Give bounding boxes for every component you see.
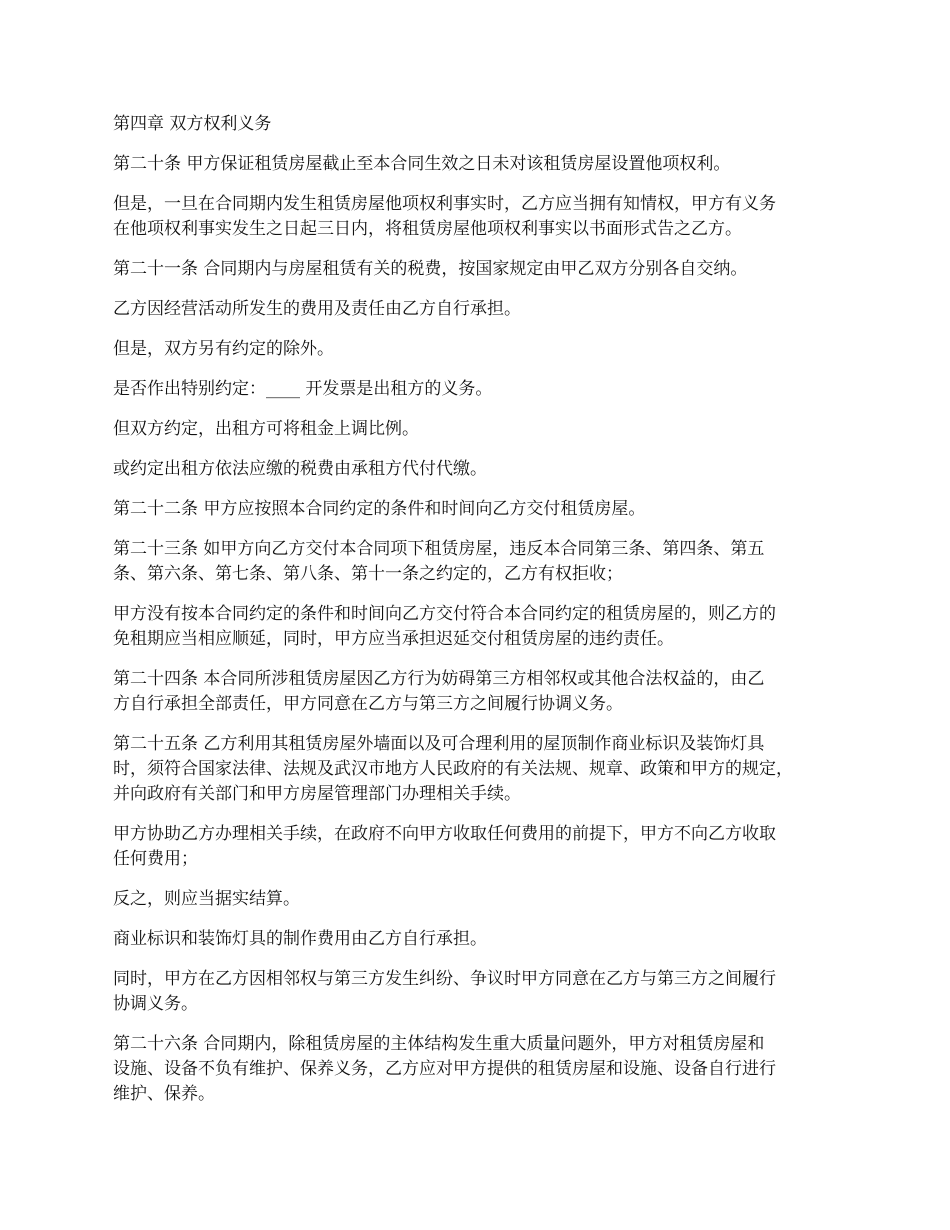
clause-paragraph: 或约定出租方依法应缴的税费由承租方代付代缴。 <box>113 459 487 479</box>
clause-paragraph: 乙方因经营活动所发生的费用及责任由乙方自行承担。 <box>113 299 521 319</box>
clause-paragraph: 但是，双方另有约定的除外。 <box>113 339 334 359</box>
clause-paragraph: 第二十五条 乙方利用其租赁房屋外墙面以及可合理利用的屋顶制作商业标识及装饰灯具 时，须符合国家法律、法规及武汉市地方人民政府的有关法规、规章、政策和甲方的规定， 并向政府有关部门和甲方房屋管理部门办理相关手续。 <box>113 734 793 804</box>
clause-paragraph: 但双方约定，出租方可将租金上调比例。 <box>113 419 419 439</box>
clause-paragraph: 甲方没有按本合同约定的条件和时间向乙方交付符合本合同约定的租赁房屋的，则乙方的 免租期应当相应顺延，同时，甲方应当承担迟延交付租赁房屋的违约责任。 <box>113 604 776 649</box>
clause-paragraph: 第二十六条 合同期内，除租赁房屋的主体结构发生重大质量问题外，甲方对租赁房屋和 设施、设备不负有维护、保养义务，乙方应对甲方提供的租赁房屋和设施、设备自行进行 维护、保养。 <box>113 1034 776 1104</box>
clause-paragraph: 同时，甲方在乙方因相邻权与第三方发生纠纷、争议时甲方同意在乙方与第三方之间履行 协调义务。 <box>113 969 776 1014</box>
clause-paragraph: 是否作出特别约定：____ 开发票是出租方的义务。 <box>113 379 493 399</box>
chapter-heading: 第四章 双方权利义务 <box>113 114 272 134</box>
clause-paragraph: 第二十三条 如甲方向乙方交付本合同项下租赁房屋，违反本合同第三条、第四条、第五 条、第六条、第七条、第八条、第十一条之约定的，乙方有权拒收； <box>113 539 765 584</box>
clause-paragraph: 第二十条 甲方保证租赁房屋截止至本合同生效之日未对该租赁房屋设置他项权利。 <box>113 154 731 174</box>
clause-paragraph: 第二十二条 甲方应按照本合同约定的条件和时间向乙方交付租赁房屋。 <box>113 499 646 519</box>
clause-paragraph: 甲方协助乙方办理相关手续，在政府不向甲方收取任何费用的前提下，甲方不向乙方收取 任何费用； <box>113 824 776 869</box>
clause-paragraph: 反之，则应当据实结算。 <box>113 889 300 909</box>
clause-paragraph: 商业标识和装饰灯具的制作费用由乙方自行承担。 <box>113 929 487 949</box>
clause-paragraph: 第二十四条 本合同所涉租赁房屋因乙方行为妨碍第三方相邻权或其他合法权益的，由乙 方自行承担全部责任，甲方同意在乙方与第三方之间履行协调义务。 <box>113 669 765 714</box>
clause-paragraph: 第二十一条 合同期内与房屋租赁有关的税费，按国家规定由甲乙双方分别各自交纳。 <box>113 259 748 279</box>
document-body <box>113 112 853 1122</box>
clause-paragraph: 但是，一旦在合同期内发生租赁房屋他项权利事实时，乙方应当拥有知情权，甲方有义务 在他项权利事实发生之日起三日内，将租赁房屋他项权利事实以书面形式告之乙方。 <box>113 194 776 239</box>
